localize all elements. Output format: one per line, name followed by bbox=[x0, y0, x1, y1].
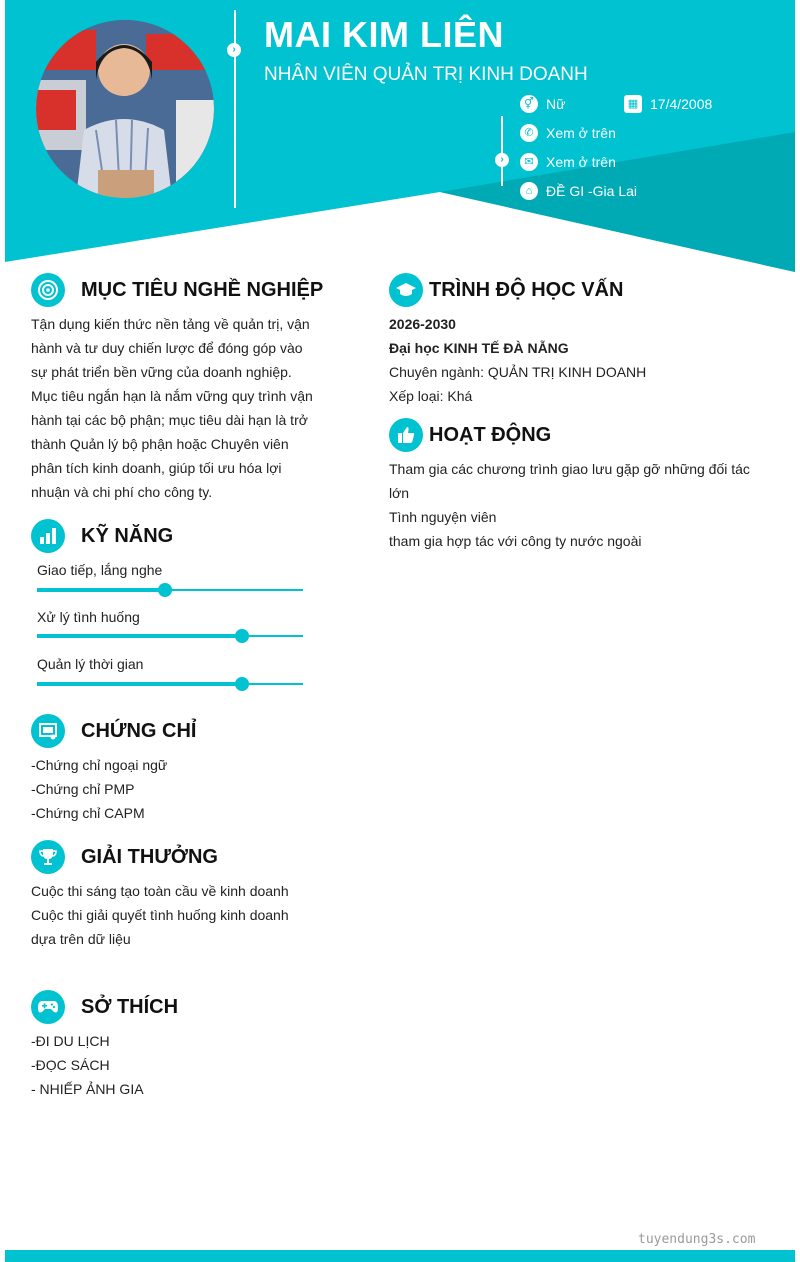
contact-address bbox=[520, 181, 637, 201]
candidate-name: MAI KIM LIÊN bbox=[264, 14, 504, 55]
chevron-right-icon: › bbox=[227, 43, 241, 57]
education-grade: Xếp loại: Khá bbox=[389, 388, 473, 404]
section-education bbox=[389, 273, 623, 307]
profile-photo-illustration bbox=[36, 20, 214, 198]
contact-gender bbox=[520, 94, 565, 114]
certificate-item: -Chứng chỉ ngoại ngữ bbox=[31, 757, 168, 773]
birthdate-value: 17/4/2008 bbox=[650, 96, 713, 112]
email-value: Xem ở trên bbox=[546, 154, 616, 170]
section-activities bbox=[389, 418, 551, 452]
skill-bar-knob bbox=[235, 677, 249, 691]
skill-bar bbox=[37, 589, 303, 591]
contact-divider bbox=[501, 116, 503, 186]
objective-title: MỤC TIÊU NGHỀ NGHIỆP bbox=[81, 278, 324, 301]
objective-text bbox=[31, 312, 313, 504]
activity-line: lớn bbox=[389, 485, 410, 501]
awards-title: GIẢI THƯỞNG bbox=[81, 845, 218, 868]
certificate-item: -Chứng chỉ PMP bbox=[31, 781, 135, 797]
hobby-item: -ĐI DU LỊCH bbox=[31, 1033, 110, 1049]
trophy-icon bbox=[31, 840, 65, 874]
section-objective bbox=[31, 273, 323, 307]
activities-title: HOẠT ĐỘNG bbox=[429, 423, 552, 446]
calendar-icon: ▦ bbox=[624, 95, 642, 113]
skills-title: KỸ NĂNG bbox=[81, 524, 174, 547]
objective-line: hành tại các bộ phận; mục tiêu dài hạn là trở bbox=[31, 412, 308, 428]
home-icon: ⌂ bbox=[520, 182, 538, 200]
certificates-title: CHỨNG CHỈ bbox=[81, 719, 197, 742]
contact-phone bbox=[520, 123, 616, 143]
activity-line: Tình nguyện viên bbox=[389, 509, 497, 525]
certificates-list bbox=[31, 753, 167, 825]
section-certificates bbox=[31, 714, 196, 748]
certificate-item: -Chứng chỉ CAPM bbox=[31, 805, 145, 821]
job-title: NHÂN VIÊN QUẢN TRỊ KINH DOANH bbox=[264, 64, 588, 85]
gender-value: Nữ bbox=[546, 96, 566, 112]
phone-icon: ✆ bbox=[520, 124, 538, 142]
skill-bar-fill bbox=[37, 682, 242, 686]
skill-bar bbox=[37, 683, 303, 685]
skill-label: Quản lý thời gian bbox=[37, 656, 144, 672]
education-school: Đại học KINH TẾ ĐÀ NẴNG bbox=[389, 340, 569, 356]
objective-line: nhuận và chi phí cho công ty. bbox=[31, 484, 213, 500]
address-value: ĐỀ GI -Gia Lai bbox=[546, 183, 638, 199]
footer-bar bbox=[5, 1250, 795, 1262]
certificate-icon bbox=[31, 714, 65, 748]
profile-photo bbox=[36, 20, 214, 198]
hobbies-title: SỞ THÍCH bbox=[81, 995, 179, 1018]
gamepad-icon bbox=[31, 990, 65, 1024]
phone-value: Xem ở trên bbox=[546, 125, 616, 141]
objective-line: Mục tiêu ngắn hạn là nắm vững quy trình vận bbox=[31, 388, 313, 404]
contact-birthdate bbox=[624, 94, 712, 114]
chevron-right-icon: › bbox=[495, 153, 509, 167]
graduation-cap-icon bbox=[389, 273, 423, 307]
activities-text bbox=[389, 457, 760, 553]
contact-email bbox=[520, 152, 616, 172]
skill-bar-knob bbox=[158, 583, 172, 597]
awards-text bbox=[31, 879, 313, 951]
objective-line: hành và tư duy chiến lược để đóng góp vào bbox=[31, 340, 303, 356]
skill-bar-fill bbox=[37, 588, 165, 592]
objective-line: sự phát triển bền vững của doanh nghiệp. bbox=[31, 364, 292, 380]
gender-icon: ⚥ bbox=[520, 95, 538, 113]
bar-chart-icon bbox=[31, 519, 65, 553]
section-skills bbox=[31, 519, 173, 553]
section-awards bbox=[31, 840, 218, 874]
award-line: dựa trên dữ liệu bbox=[31, 931, 131, 947]
hobby-item: -ĐỌC SÁCH bbox=[31, 1057, 110, 1073]
education-title: TRÌNH ĐỘ HỌC VẤN bbox=[429, 278, 624, 301]
activity-line: Tham gia các chương trình giao lưu gặp gỡ những đối tác bbox=[389, 461, 750, 477]
objective-line: Tận dụng kiến thức nền tảng về quản trị, vận bbox=[31, 316, 310, 332]
skill-bar-knob bbox=[235, 629, 249, 643]
education-details bbox=[389, 312, 646, 408]
activity-line: tham gia hợp tác với công ty nước ngoài bbox=[389, 533, 642, 549]
award-line: Cuộc thi giải quyết tình huống kinh doanh bbox=[31, 907, 289, 923]
education-major: Chuyên ngành: QUẢN TRỊ KINH DOANH bbox=[389, 364, 647, 380]
award-line: Cuộc thi sáng tạo toàn cầu về kinh doanh bbox=[31, 883, 289, 899]
mail-icon: ✉ bbox=[520, 153, 538, 171]
skill-label: Xử lý tình huống bbox=[37, 609, 140, 625]
skill-bar bbox=[37, 635, 303, 637]
thumbs-up-icon bbox=[389, 418, 423, 452]
education-years: 2026-2030 bbox=[389, 316, 456, 332]
watermark: tuyendung3s.com bbox=[638, 1232, 756, 1247]
target-icon bbox=[31, 273, 65, 307]
skill-bar-fill bbox=[37, 634, 242, 638]
skill-label: Giao tiếp, lắng nghe bbox=[37, 562, 163, 578]
hobbies-list bbox=[31, 1029, 144, 1101]
objective-line: phân tích kinh doanh, giúp tối ưu hóa lợi bbox=[31, 460, 282, 476]
section-hobbies bbox=[31, 990, 178, 1024]
header-divider bbox=[234, 10, 236, 208]
hobby-item: - NHIẾP ẢNH GIA bbox=[31, 1081, 144, 1097]
objective-line: thành Quản lý bộ phận hoặc Chuyên viên bbox=[31, 436, 289, 452]
